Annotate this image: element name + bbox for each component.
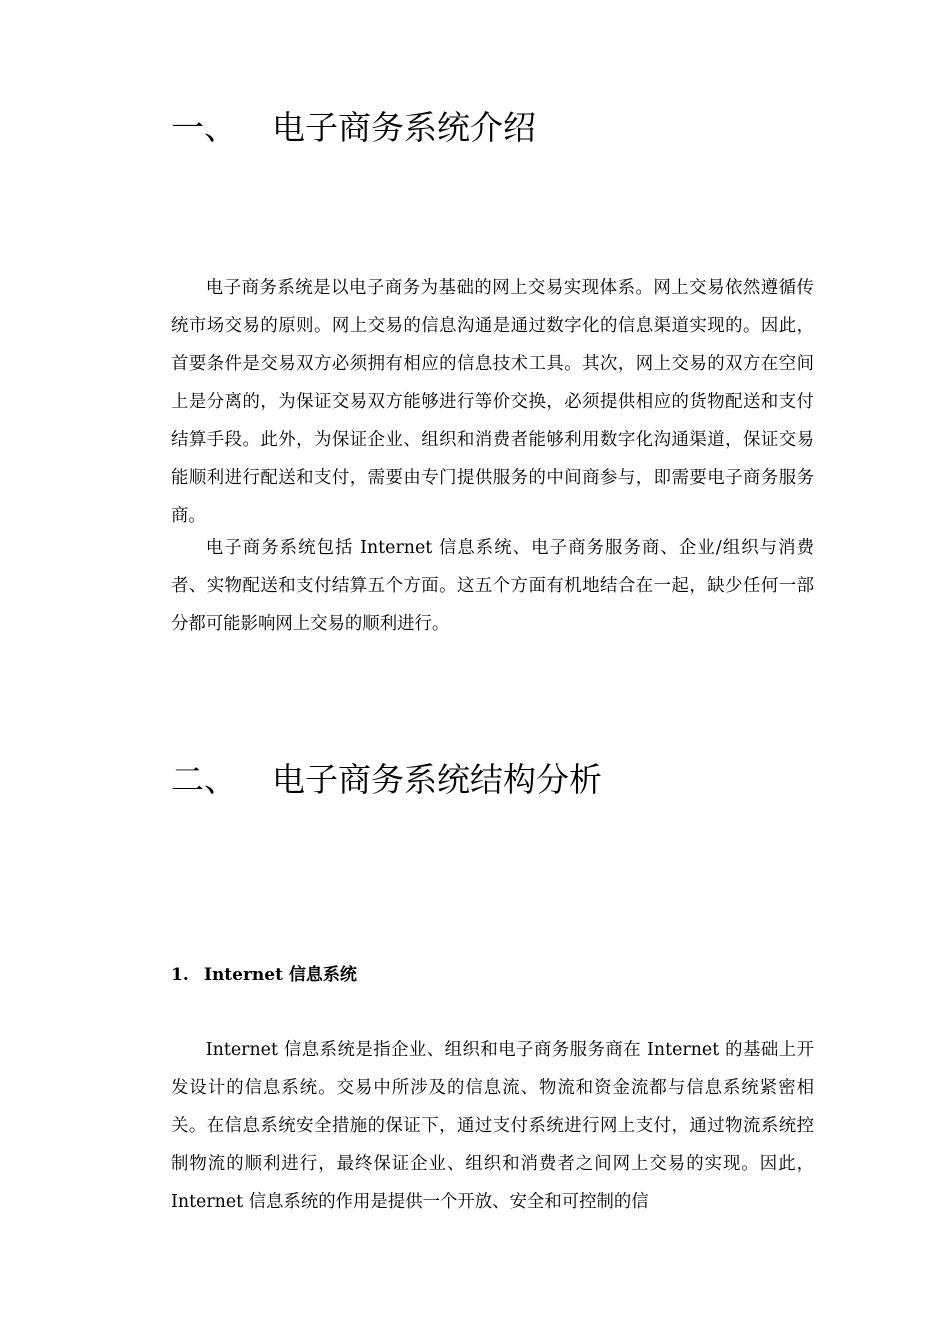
section-2-heading: [171, 760, 602, 800]
subsection-1-heading: [171, 963, 357, 987]
section-1-paragraph-2: 电子商务系统包括 Internet 信息系统、电子商务服务商、企业/组织与消费者、实物配送和支付结算五个方面。这五个方面有机地结合在一起，缺少任何一部分都可能影响网上交易的顺利进行。: [171, 538, 814, 634]
section-1-title: 电子商务系统介绍: [272, 108, 536, 147]
subsection-1-title: Internet 信息系统: [204, 965, 357, 985]
subsection-1-paragraph-1: Internet 信息系统是指企业、组织和电子商务服务商在 Internet 的基础上开发设计的信息系统。交易中所涉及的信息流、物流和资金流都与信息系统紧密相关。在信息系统安全措施的保证下，通过支付系统进行网上支付，通过物流系统控制物流的顺利进行，最终保证企业、组织和消费者之间网上交易的实现。因此，Internet 信息系统的作用是提供一个开放、安全和可控制的信: [171, 1040, 814, 1212]
section-1-paragraph-1: 电子商务系统是以电子商务为基础的网上交易实现体系。网上交易依然遵循传统市场交易的原则。网上交易的信息沟通是通过数字化的信息渠道实现的。因此，首要条件是交易双方必须拥有相应的信息技术工具。其次，网上交易的双方在空间上是分离的，为保证交易双方能够进行等价交换，必须提供相应的货物配送和支付结算手段。此外，为保证企业、组织和消费者能够利用数字化沟通渠道，保证交易能顺利进行配送和支付，需要由专门提供服务的中间商参与，即需要电子商务服务商。: [171, 278, 814, 526]
section-2-number: 二、: [171, 760, 237, 799]
section-2-title: 电子商务系统结构分析: [272, 760, 602, 799]
section-1-heading: [171, 108, 536, 148]
section-1-number: 一、: [171, 108, 237, 147]
subsection-1-number: 1.: [171, 965, 189, 985]
